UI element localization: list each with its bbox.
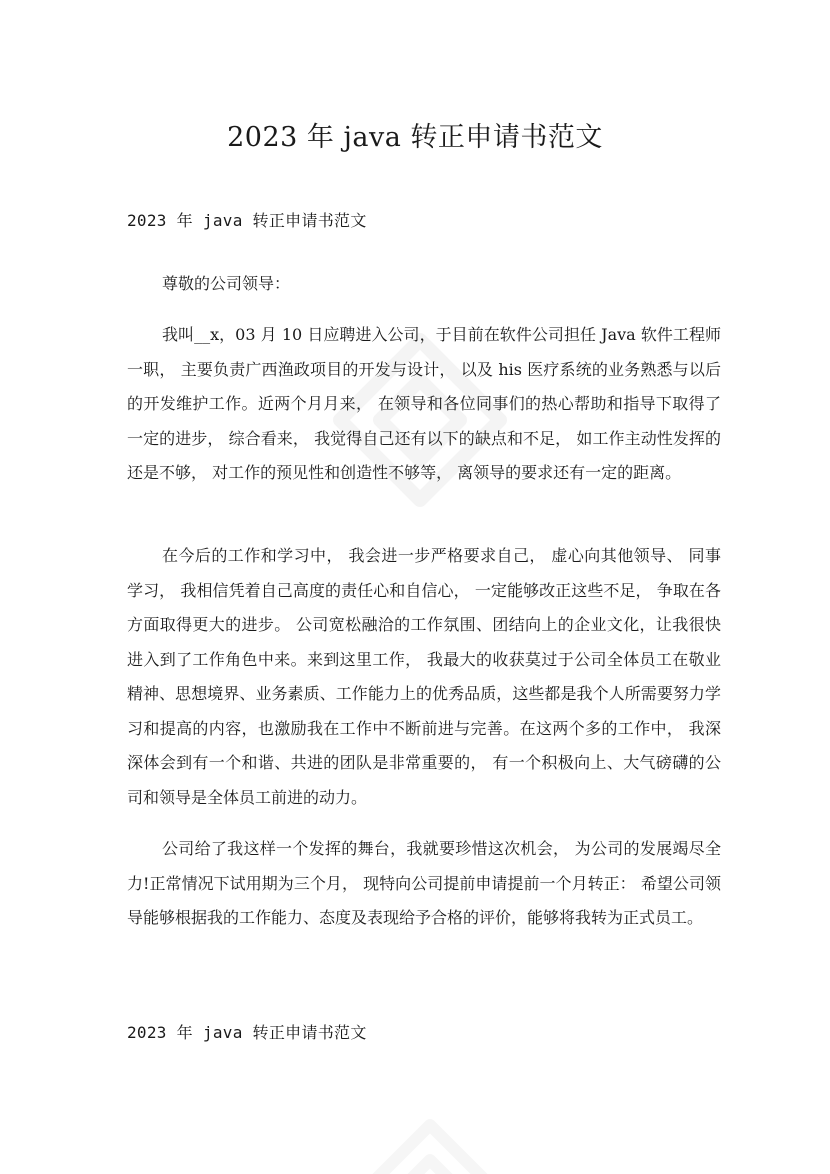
section-heading: 2023 年 java 转正申请书范文 [127, 211, 367, 230]
body-paragraph-3: 公司给了我这样一个发挥的舞台，我就要珍惜这次机会， 为公司的发展竭尽全力!正常情况下试用期为三个月， 现特向公司提前申请提前一个月转正： 希望公司领导能够根据我的工作能力、态度及表现给予合格的评价，能够将我转为正式员工。 [127, 839, 721, 927]
body-paragraph-1: 我叫__x，03 月 10 日应聘进入公司，于目前在软件公司担任 Java 软件工程师一职， 主要负责广西渔政项目的开发与设计， 以及 his 医疗系统的业务熟悉与以后的开发维护工作。近两个月月来， 在领导和各位同事们的热心帮助和指导下取得了一定的进步， 综合看来， 我觉得自己还有以下的缺点和不足， 如工作主动性发挥的还是不够， 对工作的预见性和创造性不够等， 离领导的要求还有一定的距离。 [127, 325, 721, 482]
section-heading-repeat: 2023 年 java 转正申请书范文 [127, 1023, 367, 1042]
body-paragraph-2: 在今后的工作和学习中， 我会进一步严格要求自己， 虚心向其他领导、 同事学习， 我相信凭着自己高度的责任心和自信心， 一定能够改正这些不足， 争取在各方面取得更大的进步。 公司宽松融洽的工作氛围、团结向上的企业文化，让我很快进入到了工作角色中来。来到这里工作， 我最大的收获莫过于公司全体员工在敬业精神、思想境界、业务素质、工作能力上的优秀品质，这些都是我个人所需要努力学习和提高的内容，也激励我在工作中不断前进与完善。在这两个多的工作中， 我深深体会到有一个和谐、共进的团队是非常重要的， 有一个积极向上、大气磅礴的公司和领导是全体员工前进的动力。 [127, 546, 721, 807]
document-title: 2023 年 java 转正申请书范文 [227, 122, 603, 153]
salutation: 尊敬的公司领导： [162, 274, 291, 293]
watermark-logo-bottom [330, 1085, 530, 1174]
